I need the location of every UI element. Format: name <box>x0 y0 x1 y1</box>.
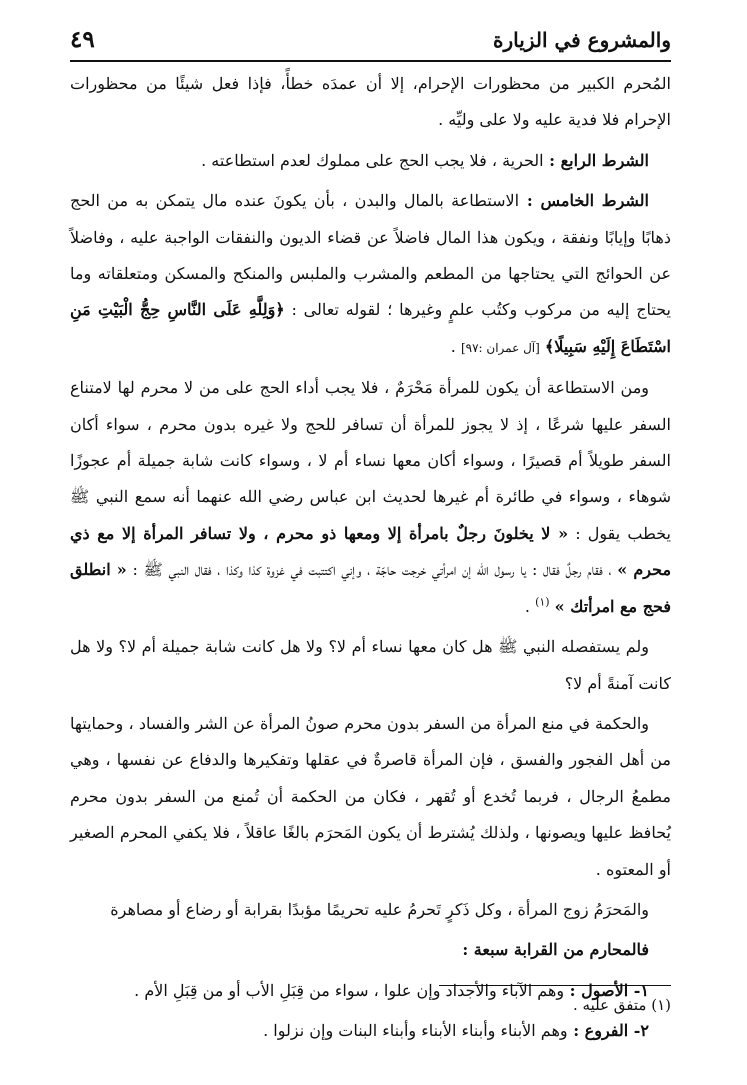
footnote-divider <box>439 985 671 986</box>
paragraph-mahram <box>70 370 671 625</box>
paragraph-1 <box>70 66 671 139</box>
condition-4-heading: الشرط الرابع : <box>543 150 649 170</box>
footnote: (١) متفق عليه . <box>573 996 671 1014</box>
paragraph-condition-5 <box>70 183 671 366</box>
running-title: والمشروع في الزيارة <box>493 28 671 52</box>
condition-5-heading: الشرط الخامس : <box>519 191 649 211</box>
list-item-furu <box>70 1013 671 1049</box>
wisdom-text: والحكمة في منع المرأة من السفر بدون محرم صونُ المرأة عن الشر والفساد ، وحمايتها من أهل الفجور والفسق ، فإن المرأة قاصرةٌ في عقلها وتفكيرها والدفاع عن نفسها ، وهي مطمعُ الرجال ، فربما تُخدع أو تُقهر ، فكان من الحكمة أن تُمنع من السفر بدون محرم يُحافظ عليها ويصونها ، ولذلك يُشترط أن يكون المَحرَم بالغًا عاقلاً ، فلا يكفي المحرم الصغير أو المعتوه . <box>70 713 671 879</box>
istifsal-text: ولم يستفصله النبي ﷺ هل كان معها نساء أم لا؟ ولا هل كانت شابة جميلة أم لا؟ ولا هل كانت آمنةً أم لا؟ <box>70 637 671 693</box>
hadith-quote-1: « لا يخلونَ رجلٌ بامرأة إلا ومعها ذو محرم ، ولا تسافر المرأة إلا مع ذي محرم » <box>70 523 672 580</box>
paragraph-kinship-heading <box>70 932 671 968</box>
main-text <box>70 66 671 1054</box>
list-item-furu-label: ٢- الفروع : <box>567 1021 649 1041</box>
quran-verse: ﴿وَلِلَّهِ عَلَى النَّاسِ حِجُّ الْبَيْتِ مَنِ اسْتَطَاعَ إِلَيْهِ سَبِيلًا﴾ <box>70 300 671 356</box>
paragraph-condition-4 <box>70 143 671 179</box>
page-number: ٤٩ <box>70 26 95 53</box>
page-header <box>70 26 671 58</box>
list-item-usul-text: وهم الآباء والأجداد وإن علوا ، سواء من قِبَلِ الأب أو من قِبَلِ الأم . <box>134 980 565 1000</box>
condition-5-end: . <box>450 336 461 356</box>
hadith-quote-2: « انطلق فحج مع امرأتك » <box>70 560 671 616</box>
condition-5-text: الاستطاعة بالمال والبدن ، بأن يكونَ عنده مال يتمكن به من الحج ذهابًا وإيابًا ونفقة ، ويكون هذا المال فاضلاً عن قضاء الديون والنفقات الواجبة عليه ، وفاضلاً عن الحوائج التي يحتاجها من المطعم والمشرب والملبس والمنكح والمسكن ومتعلقاته وما يحتاج إليه من مركوب وكتُب علمٍ وغيرها ؛ لقوله تعالى : <box>70 191 672 320</box>
mahram-end: . <box>524 596 536 616</box>
header-divider <box>70 60 671 62</box>
list-item-usul-label: ١- الأصول : <box>564 980 649 1000</box>
footnote-reference: (١) <box>535 595 550 609</box>
verse-citation: [آل عمران :٩٧] <box>460 340 540 355</box>
paragraph-wisdom <box>70 706 671 888</box>
paragraph-mahram-definition <box>70 892 671 928</box>
paragraph-istifsal <box>70 629 671 702</box>
condition-4-text: الحرية ، فلا يجب الحج على مملوك لعدم استطاعته . <box>201 150 544 170</box>
paragraph-1-text: المُحرم الكبير من محظورات الإحرام، إلا أن عمدَه خطأً، فإذا فعل شيئًا من محظورات الإحرام فلا فدية عليه ولا على وليِّه . <box>70 74 672 130</box>
mahram-text-b: ، فقام رجلٌ فقال : يا رسول الله إن امرأتي خرجت حاجّة ، وإني اكتتبت في غزوة كذا وكذا ، فقال النبي ﷺ : <box>126 560 618 580</box>
mahram-text-a: ومن الاستطاعة أن يكون للمرأة مَحْرَمٌ ، فلا يجب أداء الحج على من لا محرم لها لامتناع السفر عليها شرعًا ، إذ لا يجوز للمرأة أن تسافر للحج ولا غيره بدون محرم ، سواء أكان السفر طويلاً أم قصيرًا ، وسواء أكان معها نساء أم لا ، وسواء كانت شابة جميلة أم عجوزًا شوهاء ، وسواء في طائرة أم غيرها لحديث ابن عباس رضي الله عنهما أنه سمع النبي ﷺ يخطب يقول : <box>70 378 671 543</box>
list-item-furu-text: وهم الأبناء وأبناء الأبناء وأبناء البنات وإن نزلوا . <box>263 1021 568 1041</box>
mahram-definition-text: والمَحرَمُ زوج المرأة ، وكل ذَكرٍ تَحرمُ عليه تحريمًا مؤبدًا بقرابة أو رضاع أو مصاهرة <box>110 899 649 919</box>
kinship-heading-text: فالمحارم من القرابة سبعة : <box>462 940 649 960</box>
